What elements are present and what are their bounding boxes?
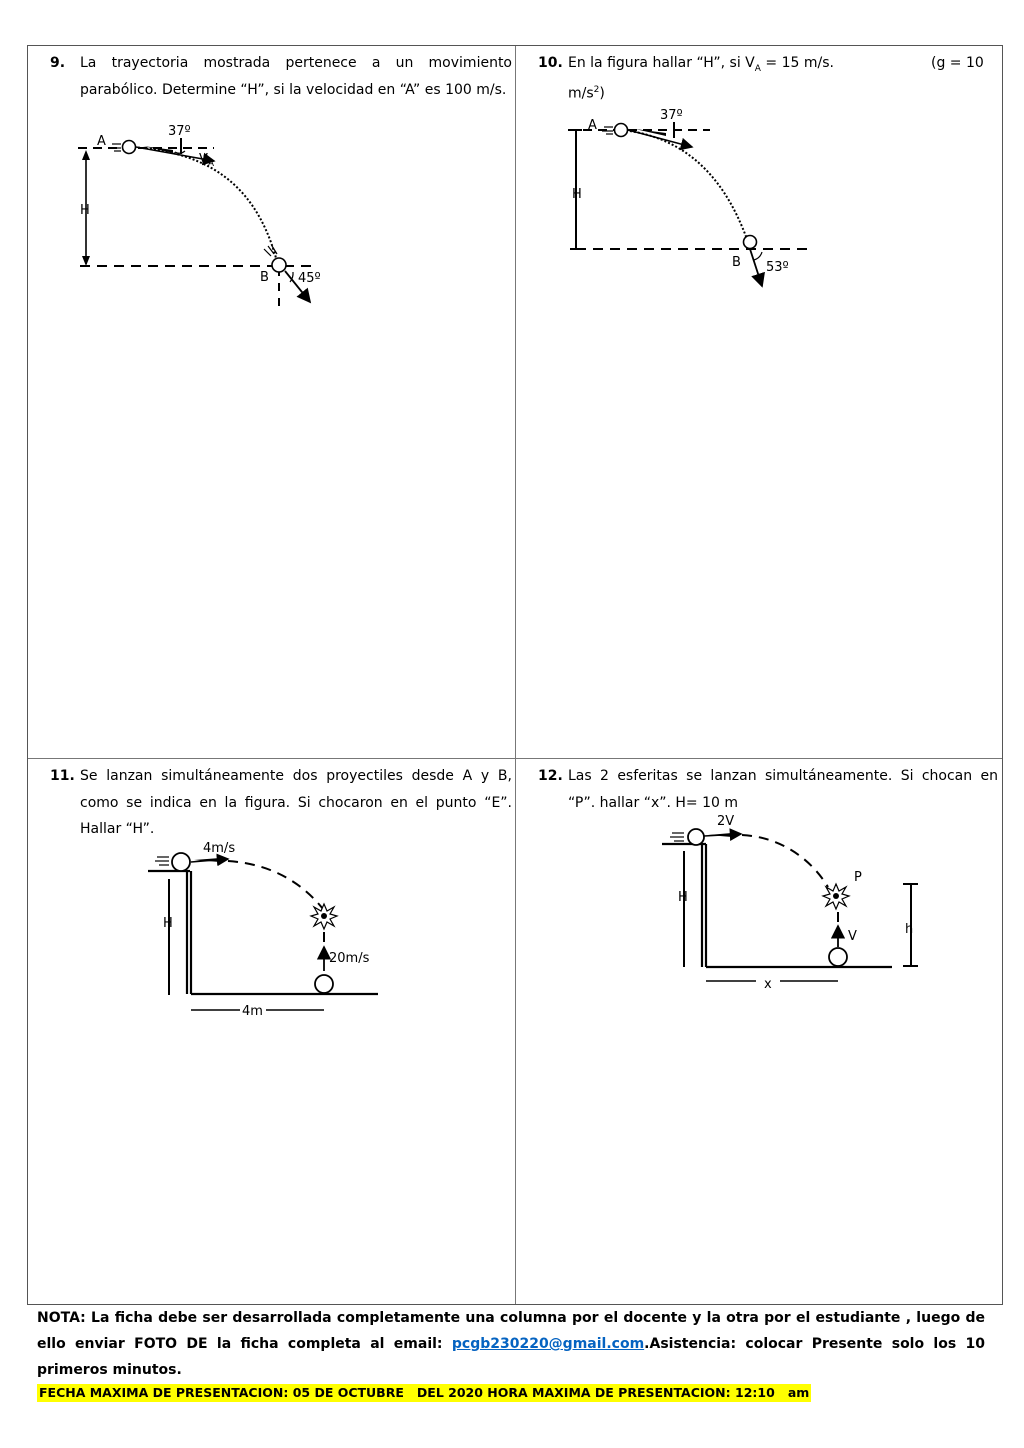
- collision-burst-icon: [311, 904, 337, 929]
- velocity-v-label: V: [848, 929, 857, 944]
- problem-10-cell: [516, 46, 1003, 758]
- note-prefix: NOTA: La ficha debe ser desarrollada completamente una columna por el docente y la otra por el estudiante , luego de ello enviar FOTO DE la ficha completa al email:: [37, 1310, 985, 1352]
- problem-12-diagram: [516, 759, 1003, 1305]
- velocity-2v-label: 2V: [717, 814, 735, 829]
- problem-11-cell: [28, 759, 515, 1305]
- distance-x-label: x: [764, 977, 772, 992]
- problem-10-diagram: [516, 46, 1003, 758]
- angle-53-label: 53º: [766, 260, 789, 275]
- problem-text: En la figura hallar “H”, si $V_A = 15$ m/s.: [568, 55, 834, 74]
- problem-number: 10.: [538, 55, 563, 71]
- problem-number: 12.: [538, 768, 563, 784]
- point-b-label: B: [732, 255, 741, 270]
- problem-text: Se lanzan simultáneamente dos proyectiles desde A y B, como se indica en la figura. Si chocaron en el punto “E”. Hallar “H”.: [80, 768, 512, 837]
- email-link[interactable]: pcgb230220@gmail.com: [451, 1336, 645, 1352]
- height-label: H: [163, 916, 173, 931]
- height-big-label: H: [678, 890, 688, 905]
- angle-37-label: 37º: [660, 108, 683, 123]
- problem-12-cell: [516, 759, 1003, 1305]
- point-b-label: B: [260, 270, 269, 285]
- problem-number: 9.: [50, 55, 66, 71]
- point-a-label: A: [97, 134, 106, 149]
- worksheet-table: [27, 45, 1003, 1305]
- problem-9-diagram: [28, 46, 515, 758]
- gravity-line-2: $m/s^2$): [568, 85, 605, 102]
- problem-text: La trayectoria mostrada pertenece a un movimiento parabólico. Determine “H”, si la velocidad en “A” es 100 m/s.: [80, 55, 512, 98]
- problem-text: Las 2 esferitas se lanzan simultáneamente. Si chocan en “P”. hallar “x”. H= 10 m: [568, 768, 998, 811]
- note-suffix: .Asistencia: colocar Presente solo los 10 primeros minutos.: [37, 1336, 986, 1378]
- problem-9-cell: [28, 46, 515, 758]
- height-label: H: [572, 187, 582, 202]
- angle-45-label: 45º: [298, 271, 321, 286]
- collision-burst-icon: [823, 884, 849, 909]
- velocity-20-label: 20m/s: [329, 951, 370, 966]
- height-small-label: h: [905, 922, 914, 937]
- gravity-line-1: (g = 10: [931, 55, 984, 71]
- velocity-4-label: 4m/s: [203, 841, 236, 856]
- height-label: H: [80, 203, 90, 218]
- point-a-label: A: [588, 118, 597, 133]
- problem-11-diagram: [28, 759, 515, 1305]
- distance-4m-label: 4m: [242, 1004, 263, 1019]
- deadline-highlight: FECHA MAXIMA DE PRESENTACION: 05 DE OCTUBRE DEL 2020 HORA MAXIMA DE PRESENTACION: 12:10 am: [39, 1385, 810, 1400]
- note-paragraph: [37, 1305, 985, 1383]
- problem-number: 11.: [50, 768, 75, 784]
- velocity-label: $V_A$: [199, 152, 215, 169]
- angle-37-label: 37º: [168, 124, 191, 139]
- point-p-label: P: [854, 870, 862, 885]
